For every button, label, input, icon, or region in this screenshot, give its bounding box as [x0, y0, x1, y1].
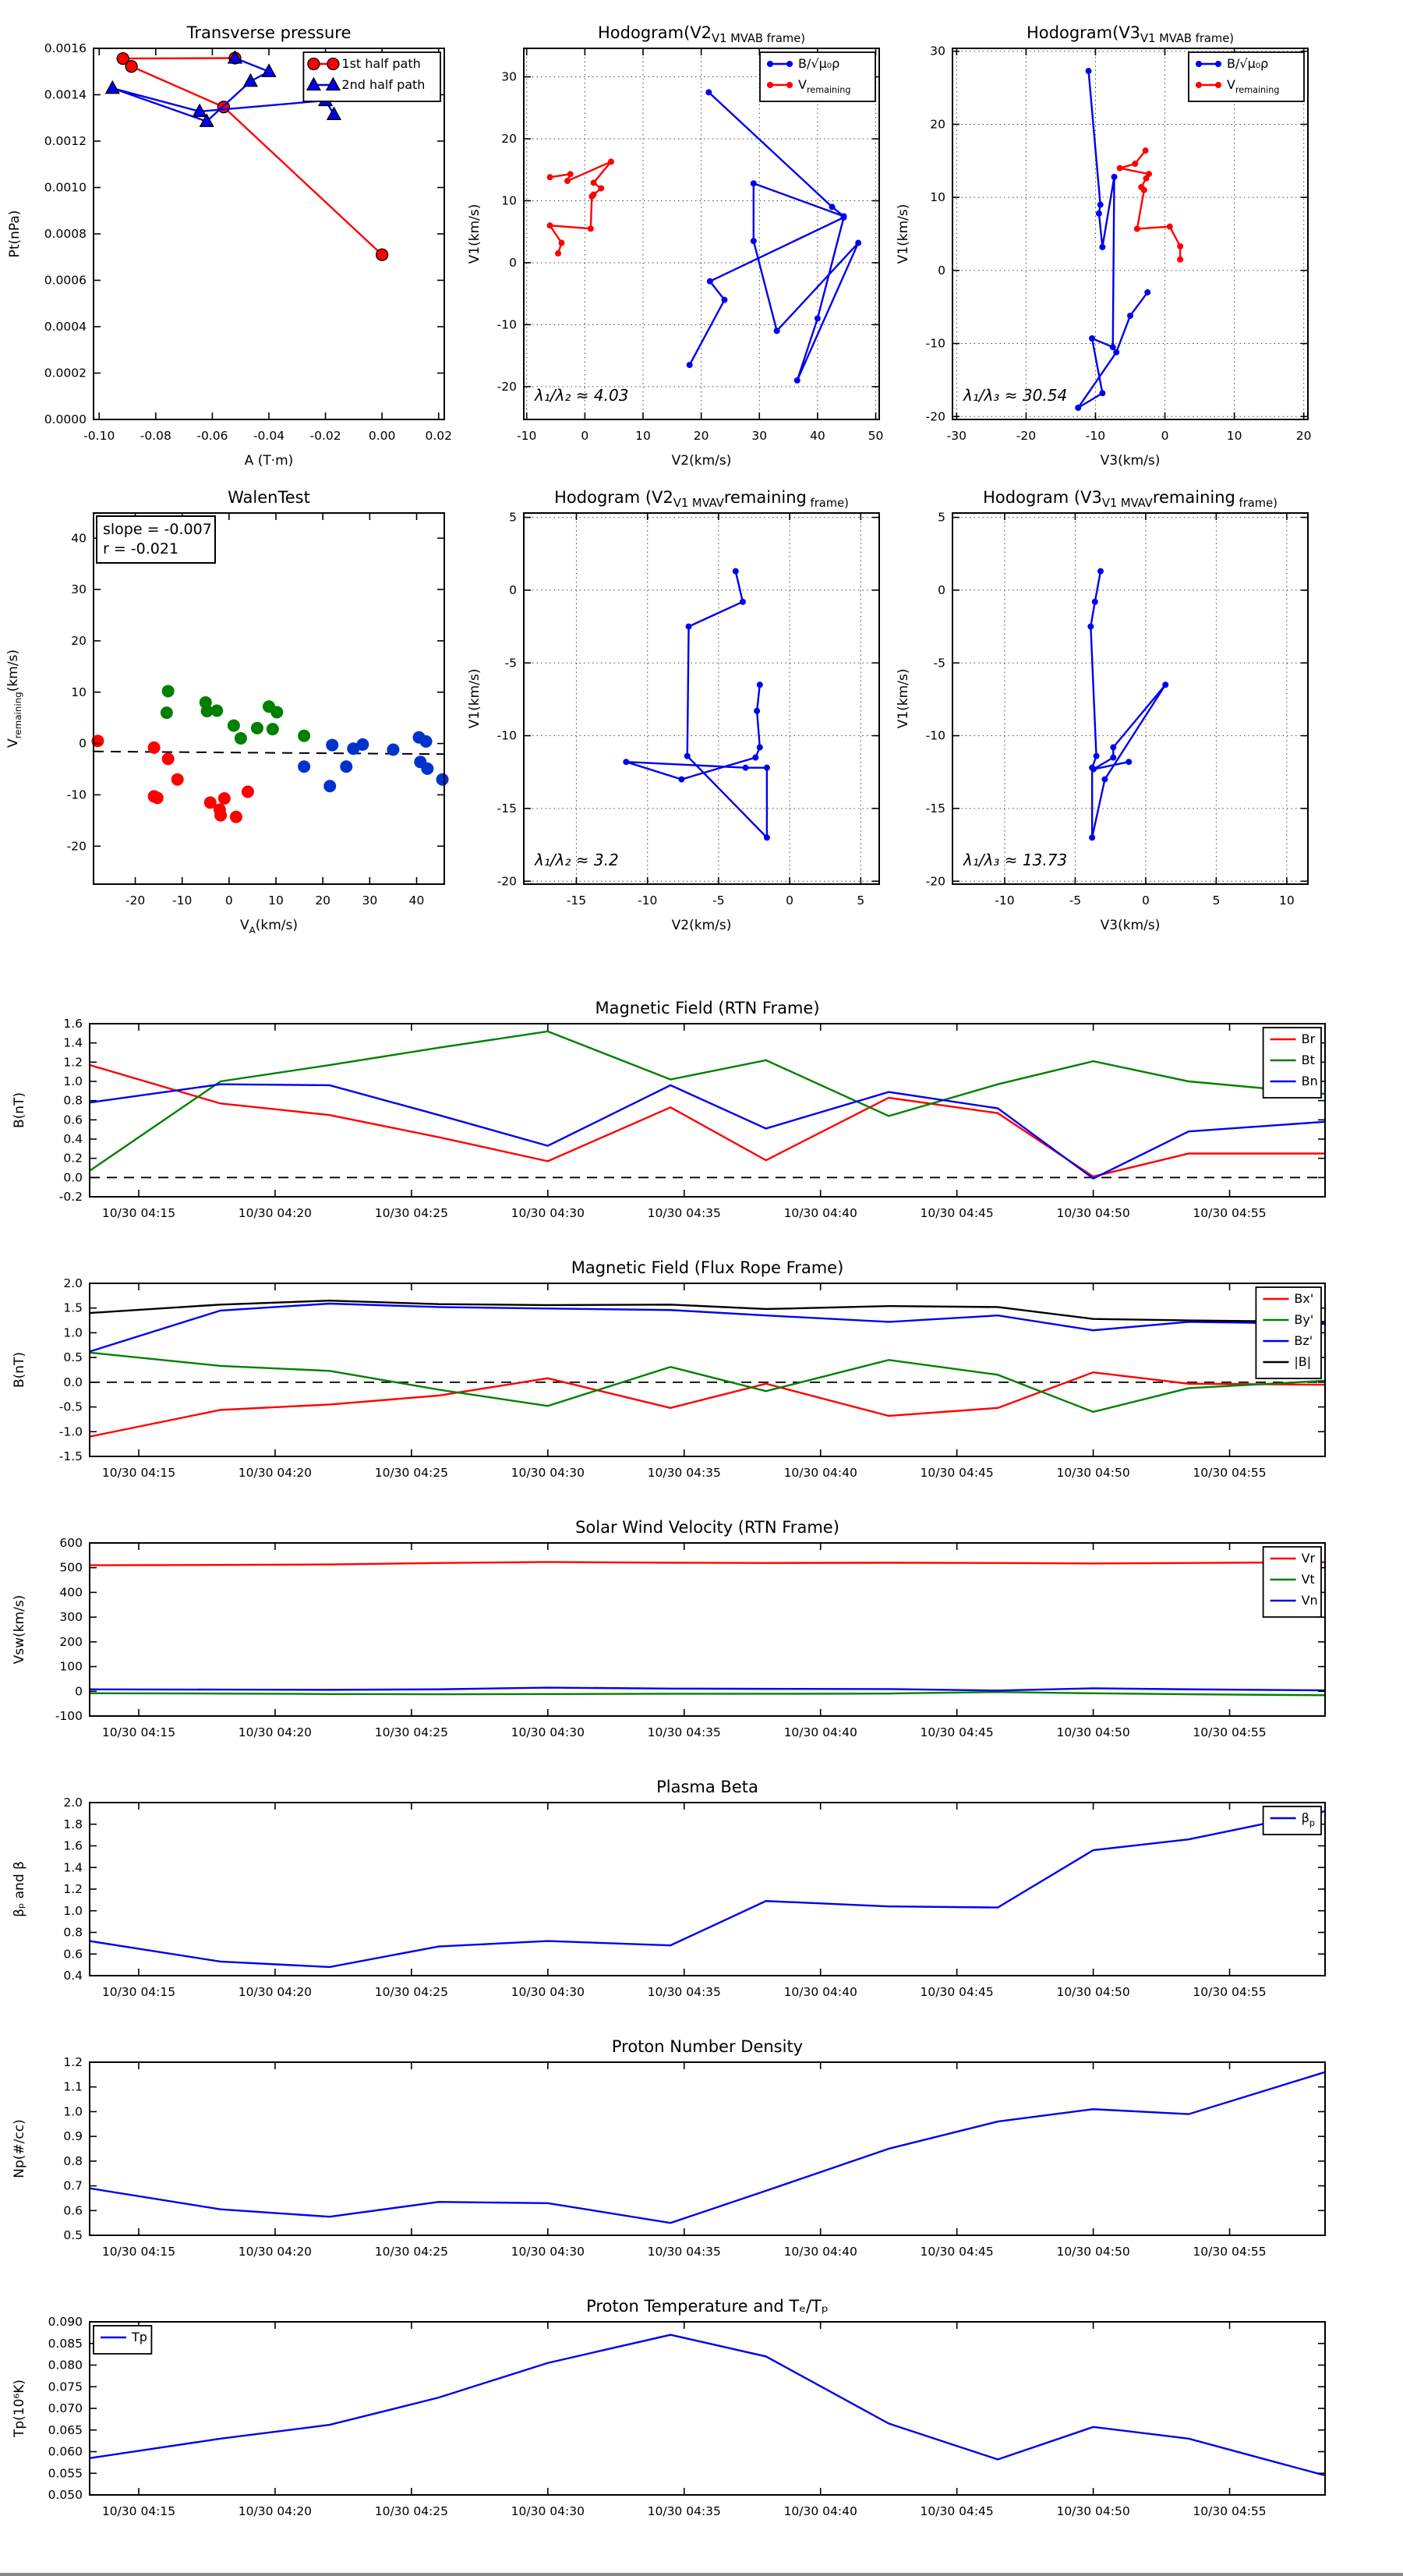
y-axis-label: Vsw(km/s) [12, 1594, 27, 1665]
y-tick-label: 0 [509, 255, 517, 270]
axes-frame [94, 48, 444, 419]
x-tick-label: 0 [786, 893, 794, 908]
y-tick-label: 20 [71, 633, 87, 648]
series-Vt [90, 1692, 1325, 1695]
y-tick-label: 5 [938, 510, 945, 525]
legend-label: 1st half path [341, 56, 421, 71]
legend-label: Bz' [1294, 1333, 1313, 1348]
y-tick-label: 0 [938, 582, 945, 597]
axes-frame [90, 2322, 1325, 2495]
y-tick-label: 0.8 [63, 1093, 83, 1108]
x-tick-label: 10/30 04:15 [101, 1466, 176, 1480]
axes-frame [94, 513, 444, 884]
legend [1256, 1287, 1321, 1378]
x-tick-label: 10/30 04:20 [238, 1206, 313, 1220]
y-tick-label: 2.0 [63, 1276, 83, 1290]
x-tick-label: -30 [946, 429, 967, 443]
lambda-note: λ₁/λ₂ ≈ 3.2 [535, 851, 619, 869]
x-tick-label: 10/30 04:25 [374, 2504, 449, 2518]
y-axis-label: V1(km/s) [467, 203, 482, 264]
x-tick-label: 10/30 04:35 [647, 1985, 721, 1999]
y-tick-label: -15 [497, 801, 517, 816]
series-B over sqrt mu0 rho [1078, 71, 1147, 408]
y-axis-label: Tp(10⁶K) [12, 2379, 27, 2438]
x-axis-label: V2(km/s) [671, 918, 732, 933]
x-tick-label: 10/30 04:20 [238, 2504, 313, 2518]
y-tick-label: 0.065 [48, 2422, 83, 2437]
y-tick-label: 0.6 [63, 1947, 83, 1962]
x-tick-label: 20 [693, 429, 709, 443]
x-tick-label: 10/30 04:35 [647, 2504, 721, 2518]
y-tick-label: 0 [509, 582, 517, 597]
y-axis-label: B(nT) [12, 1351, 27, 1389]
x-tick-label: -10 [638, 893, 658, 908]
y-tick-label: 0.0006 [44, 273, 87, 288]
y-axis-label: $V_{remaining}(km/s)$ [5, 649, 23, 748]
y-axis-label: V1(km/s) [467, 668, 482, 729]
x-axis-label: $V_A(km/s)$ [239, 918, 299, 936]
series-V remaining [550, 161, 611, 253]
x-tick-label: 10/30 04:50 [1056, 1985, 1130, 1999]
x-tick-label: 10/30 04:55 [1193, 1985, 1267, 1999]
x-tick-label: 10/30 04:25 [374, 2245, 449, 2259]
y-tick-label: -20 [497, 379, 517, 394]
x-tick-label: 10/30 04:50 [1056, 1206, 1130, 1220]
y-tick-label: -10 [497, 317, 517, 332]
axes-frame [90, 1283, 1325, 1456]
y-tick-label: 0.055 [48, 2466, 83, 2481]
y-tick-label: 10 [71, 685, 87, 699]
chart-title: Magnetic Field (RTN Frame) [595, 999, 820, 1017]
legend-label: B/√μ₀ρ [798, 56, 840, 71]
x-tick-label: 10/30 04:25 [374, 1985, 449, 1999]
chart-title: Hodogram ($V2_{V1 MVAV}remaining$ $_{frame)}$ [554, 488, 849, 510]
y-tick-label: 10 [930, 190, 945, 205]
x-tick-label: -0.10 [83, 429, 115, 443]
x-tick-label: 10/30 04:20 [238, 1725, 313, 1739]
y-axis-label: Np(#/cc) [12, 2119, 27, 2178]
x-tick-label: -0.04 [253, 429, 285, 443]
hodogram-v3v1-mvav-chart [896, 488, 1308, 933]
legend-label: B/√μ₀ρ [1227, 56, 1269, 71]
y-tick-label: 200 [59, 1634, 83, 1649]
legend-label: Bn [1301, 1074, 1318, 1088]
x-tick-label: -0.06 [196, 429, 228, 443]
x-tick-label: 10/30 04:30 [511, 1725, 585, 1739]
legend [1189, 52, 1304, 101]
y-tick-label: 2.0 [63, 1796, 83, 1810]
x-tick-label: 40 [408, 893, 425, 908]
y-tick-label: -100 [55, 1709, 83, 1723]
x-tick-label: 10/30 04:30 [511, 1466, 585, 1480]
x-tick-label: 10/30 04:40 [783, 2504, 857, 2518]
x-tick-label: 5 [1212, 893, 1221, 908]
hodogram-v2v1-mvav-chart [467, 488, 879, 933]
x-tick-label: 50 [868, 429, 884, 443]
y-tick-label: 0.0010 [44, 180, 87, 195]
x-tick-label: 10/30 04:35 [647, 1206, 721, 1220]
y-tick-label: 40 [71, 531, 87, 546]
x-tick-label: -20 [125, 893, 146, 908]
legend-label: Vn [1301, 1593, 1318, 1608]
x-tick-label: -0.08 [140, 429, 171, 443]
y-tick-label: 0.0012 [44, 134, 87, 148]
x-axis-label: V2(km/s) [671, 453, 732, 469]
x-axis-label: V3(km/s) [1100, 453, 1161, 469]
info-box-line: r = -0.021 [103, 540, 179, 557]
x-tick-label: 20 [1295, 429, 1312, 443]
y-tick-label: 30 [930, 44, 945, 58]
x-tick-label: 10/30 04:40 [783, 1725, 857, 1739]
series-Bn [90, 1085, 1325, 1179]
y-tick-label: 0.7 [63, 2178, 83, 2193]
x-tick-label: 10 [268, 893, 284, 908]
series-V remaining hodogram [626, 571, 767, 838]
x-tick-label: 10/30 04:20 [238, 1466, 313, 1480]
axes-frame [90, 1803, 1325, 1976]
series-B over sqrt mu0 rho [690, 92, 858, 380]
x-tick-label: -5 [1069, 893, 1082, 908]
y-tick-label: -15 [925, 801, 945, 816]
y-tick-label: 30 [501, 69, 517, 84]
x-tick-label: 10/30 04:30 [511, 2504, 585, 2518]
x-tick-label: -10 [995, 893, 1015, 908]
legend-label: $V_{remaining}$ [798, 77, 851, 95]
y-tick-label: 1.4 [63, 1035, 83, 1050]
axes-frame [524, 513, 879, 884]
x-tick-label: 10/30 04:45 [920, 1985, 994, 1999]
x-axis-label: A (T·m) [244, 453, 294, 469]
x-tick-label: 10/30 04:30 [511, 2245, 585, 2259]
legend-label: |B| [1294, 1354, 1312, 1369]
y-tick-label: 1.4 [63, 1860, 83, 1875]
x-tick-label: 10/30 04:50 [1056, 2504, 1130, 2518]
y-tick-label: 0.0016 [44, 41, 87, 55]
hodogram-v3v1-mvab-chart [896, 23, 1312, 469]
y-tick-label: 0.060 [48, 2444, 83, 2459]
x-tick-label: 30 [751, 429, 768, 443]
legend [1263, 1806, 1321, 1835]
y-tick-label: -10 [497, 728, 517, 743]
axes-frame [952, 48, 1308, 419]
legend [94, 2326, 151, 2354]
y-tick-label: 0 [938, 263, 945, 278]
chart-title: Proton Temperature and Tₑ/Tₚ [586, 2297, 829, 2316]
lambda-note: λ₁/λ₃ ≈ 30.54 [963, 386, 1068, 405]
x-tick-label: 10/30 04:50 [1056, 2245, 1130, 2259]
y-tick-label: 300 [59, 1610, 83, 1625]
chart-title: Hodogram ($V3_{V1 MVAV}remaining$ $_{frame)}$ [983, 488, 1278, 510]
y-tick-label: 20 [930, 117, 945, 132]
x-tick-label: 10/30 04:55 [1193, 2504, 1267, 2518]
x-tick-label: 10/30 04:15 [101, 1206, 176, 1220]
series-V remaining hodogram [1090, 571, 1165, 838]
mag-fluxrope-chart [12, 1258, 1325, 1480]
x-tick-label: 30 [362, 893, 378, 908]
legend-label: Bx' [1294, 1291, 1314, 1306]
x-tick-label: 10/30 04:35 [647, 1466, 721, 1480]
x-tick-label: 10/30 04:40 [783, 1466, 857, 1480]
series-Vn [90, 1688, 1325, 1691]
y-tick-label: 0.8 [63, 2153, 83, 2168]
y-tick-label: -10 [925, 336, 945, 351]
y-tick-label: 0.0 [63, 1375, 83, 1389]
x-tick-label: 0.02 [425, 429, 452, 443]
x-tick-label: -15 [566, 893, 587, 908]
series-Vr [90, 1562, 1325, 1565]
x-tick-label: 20 [315, 893, 331, 908]
y-tick-label: 0.0 [63, 1170, 83, 1185]
y-tick-label: 0.080 [48, 2358, 83, 2373]
legend [760, 52, 875, 101]
y-tick-label: 0.0008 [44, 227, 87, 241]
x-tick-label: -10 [172, 893, 193, 908]
x-tick-label: 10/30 04:40 [783, 1206, 857, 1220]
y-axis-label: V1(km/s) [896, 203, 911, 264]
legend-label: Bt [1301, 1053, 1315, 1067]
chart-title: Plasma Beta [656, 1778, 758, 1796]
y-tick-label: 1.0 [63, 2104, 83, 2119]
y-tick-label: -1.0 [58, 1424, 83, 1439]
x-tick-label: 10/30 04:40 [783, 2245, 857, 2259]
series-Bz' [90, 1304, 1325, 1352]
y-tick-label: 500 [59, 1560, 83, 1575]
y-tick-label: 1.2 [63, 1055, 83, 1070]
y-tick-label: 1.1 [63, 2079, 83, 2094]
x-tick-label: 10/30 04:55 [1193, 2245, 1267, 2259]
x-tick-label: 10/30 04:50 [1056, 1725, 1130, 1739]
y-tick-label: 0.9 [63, 2129, 83, 2144]
y-axis-label: βₚ and β [12, 1861, 27, 1917]
y-tick-label: 1.2 [63, 1882, 83, 1896]
x-tick-label: 10/30 04:35 [647, 1725, 721, 1739]
info-box-line: slope = -0.007 [103, 521, 212, 538]
walen-test-chart [5, 488, 449, 936]
series-beta_p [90, 1811, 1325, 1967]
y-tick-label: 0.6 [63, 2203, 83, 2218]
x-tick-label: 10/30 04:15 [101, 1985, 176, 1999]
x-tick-label: 10 [635, 429, 651, 443]
y-tick-label: 400 [59, 1585, 83, 1600]
transverse-pressure-chart [7, 23, 452, 469]
chart-title: Transverse pressure [186, 23, 352, 42]
chart-title: WalenTest [228, 488, 310, 507]
axes-frame [952, 513, 1308, 884]
x-tick-label: 10/30 04:25 [374, 1466, 449, 1480]
y-tick-label: -0.2 [58, 1190, 83, 1204]
y-tick-label: 0.6 [63, 1113, 83, 1127]
x-tick-label: 10/30 04:50 [1056, 1466, 1130, 1480]
y-tick-label: 0.070 [48, 2401, 83, 2415]
y-tick-label: 0.5 [63, 1350, 83, 1365]
x-tick-label: 10/30 04:45 [920, 2245, 994, 2259]
y-tick-label: 1.5 [63, 1300, 83, 1315]
x-tick-label: 10/30 04:15 [101, 1725, 176, 1739]
lambda-note: λ₁/λ₂ ≈ 4.03 [535, 386, 629, 405]
y-tick-label: 600 [59, 1536, 83, 1550]
x-tick-label: 10/30 04:15 [101, 2504, 176, 2518]
x-tick-label: 10/30 04:45 [920, 2504, 994, 2518]
x-tick-label: 10/30 04:15 [101, 2245, 176, 2259]
plasma-beta-chart [12, 1778, 1325, 1999]
series-Br [90, 1065, 1325, 1177]
x-tick-label: 10/30 04:55 [1193, 1206, 1267, 1220]
x-tick-label: -10 [1085, 429, 1106, 443]
y-tick-label: 10 [501, 193, 517, 208]
y-tick-label: 100 [59, 1659, 83, 1674]
y-tick-label: 0.0002 [44, 366, 87, 380]
y-tick-label: 1.0 [63, 1074, 83, 1088]
y-tick-label: 20 [501, 132, 517, 147]
x-tick-label: 40 [810, 429, 825, 443]
proton-density-chart [12, 2037, 1325, 2259]
y-tick-label: 0.4 [63, 1969, 83, 1983]
chart-title: Magnetic Field (Flux Rope Frame) [571, 1258, 844, 1277]
x-tick-label: 10/30 04:30 [511, 1206, 585, 1220]
axes-frame [90, 2062, 1325, 2235]
x-tick-label: 5 [857, 893, 865, 908]
x-tick-label: 10/30 04:25 [374, 1206, 449, 1220]
legend-label: $\beta_p$ [1301, 1810, 1315, 1828]
y-tick-label: -20 [497, 874, 517, 889]
legend-label: $V_{remaining}$ [1227, 77, 1280, 95]
y-axis-label: Pt(nPa) [7, 210, 23, 258]
legend [1263, 1028, 1321, 1098]
y-tick-label: -20 [66, 839, 87, 854]
y-tick-label: 1.0 [63, 1903, 83, 1918]
x-tick-label: 10 [1226, 429, 1242, 443]
x-axis-label: V3(km/s) [1100, 918, 1161, 933]
x-tick-label: 10/30 04:40 [783, 1985, 857, 1999]
x-tick-label: -20 [1016, 429, 1037, 443]
y-tick-label: 0.050 [48, 2488, 83, 2502]
y-tick-label: 1.2 [63, 2055, 83, 2069]
y-tick-label: 0.0000 [44, 412, 87, 426]
x-tick-label: 10/30 04:30 [511, 1985, 585, 1999]
y-tick-label: -0.5 [58, 1399, 83, 1414]
x-tick-label: 0 [224, 893, 233, 908]
x-tick-label: 10/30 04:20 [238, 2245, 313, 2259]
x-tick-label: -10 [517, 429, 537, 443]
legend-label: Br [1301, 1031, 1316, 1046]
x-tick-label: 0 [1141, 893, 1150, 908]
legend-label: Vr [1301, 1551, 1316, 1566]
y-axis-label: V1(km/s) [896, 668, 911, 729]
chart-title: Solar Wind Velocity (RTN Frame) [575, 1518, 839, 1537]
legend-label: Vt [1301, 1572, 1315, 1587]
y-tick-label: 1.0 [63, 1325, 83, 1340]
x-tick-label: 10/30 04:25 [374, 1725, 449, 1739]
x-tick-label: 10/30 04:35 [647, 2245, 721, 2259]
x-tick-label: 0 [581, 429, 589, 443]
y-tick-label: -20 [925, 409, 945, 424]
chart-title: $Hodogram(V3_{V1 MVAB frame)}$ [1027, 23, 1234, 45]
x-tick-label: -5 [712, 893, 725, 908]
series-Tp [90, 2335, 1325, 2475]
x-tick-label: 10/30 04:45 [920, 1725, 994, 1739]
x-tick-label: 0 [1161, 429, 1169, 443]
x-tick-label: 10/30 04:55 [1193, 1725, 1267, 1739]
x-tick-label: 10/30 04:45 [920, 1206, 994, 1220]
y-tick-label: 0.085 [48, 2336, 83, 2351]
axes-frame [90, 1024, 1325, 1197]
x-tick-label: 10/30 04:20 [238, 1985, 313, 1999]
legend-label: 2nd half path [341, 77, 426, 92]
chart-title: $Hodogram(V2_{V1 MVAB frame)}$ [598, 23, 805, 45]
legend-label: Tp [132, 2330, 147, 2344]
y-tick-label: 0.2 [63, 1151, 83, 1166]
y-tick-label: 0.0014 [44, 87, 87, 102]
x-tick-label: 10 [1278, 893, 1295, 908]
y-tick-label: 1.6 [63, 1838, 83, 1853]
y-tick-label: 0.075 [48, 2380, 83, 2394]
series-Np [90, 2072, 1325, 2223]
x-tick-label: 10/30 04:45 [920, 1466, 994, 1480]
y-tick-label: -5 [504, 656, 517, 671]
proton-temp-chart [12, 2297, 1325, 2518]
y-tick-label: 0.5 [63, 2228, 83, 2242]
legend [1263, 1547, 1321, 1617]
y-tick-label: 5 [509, 510, 517, 525]
y-tick-label: 0.8 [63, 1925, 83, 1940]
mag-rtn-chart [12, 999, 1325, 1220]
y-tick-label: -1.5 [58, 1449, 83, 1463]
y-tick-label: -5 [933, 656, 945, 671]
legend-label: By' [1294, 1312, 1314, 1327]
x-tick-label: 0.00 [368, 429, 396, 443]
y-tick-label: 30 [71, 582, 87, 597]
y-tick-label: 1.8 [63, 1817, 83, 1831]
y-tick-label: 0.090 [48, 2315, 83, 2329]
y-tick-label: -10 [66, 787, 87, 802]
hodogram-v2v1-mvab-chart [467, 23, 883, 469]
y-tick-label: -20 [925, 874, 945, 889]
y-tick-label: 0.4 [63, 1132, 83, 1146]
x-tick-label: -0.02 [309, 429, 341, 443]
y-tick-label: -10 [925, 728, 945, 743]
legend [303, 52, 440, 101]
vsw-rtn-chart [12, 1518, 1325, 1739]
series-V remaining [1120, 150, 1180, 260]
y-tick-label: 0.0004 [44, 320, 87, 334]
y-tick-label: 0 [79, 736, 87, 751]
y-tick-label: 1.6 [63, 1017, 83, 1031]
y-tick-label: 0 [75, 1684, 83, 1699]
x-tick-label: 10/30 04:55 [1193, 1466, 1267, 1480]
chart-title: Proton Number Density [611, 2037, 804, 2056]
y-axis-label: B(nT) [12, 1092, 27, 1129]
lambda-note: λ₁/λ₃ ≈ 13.73 [963, 851, 1068, 869]
